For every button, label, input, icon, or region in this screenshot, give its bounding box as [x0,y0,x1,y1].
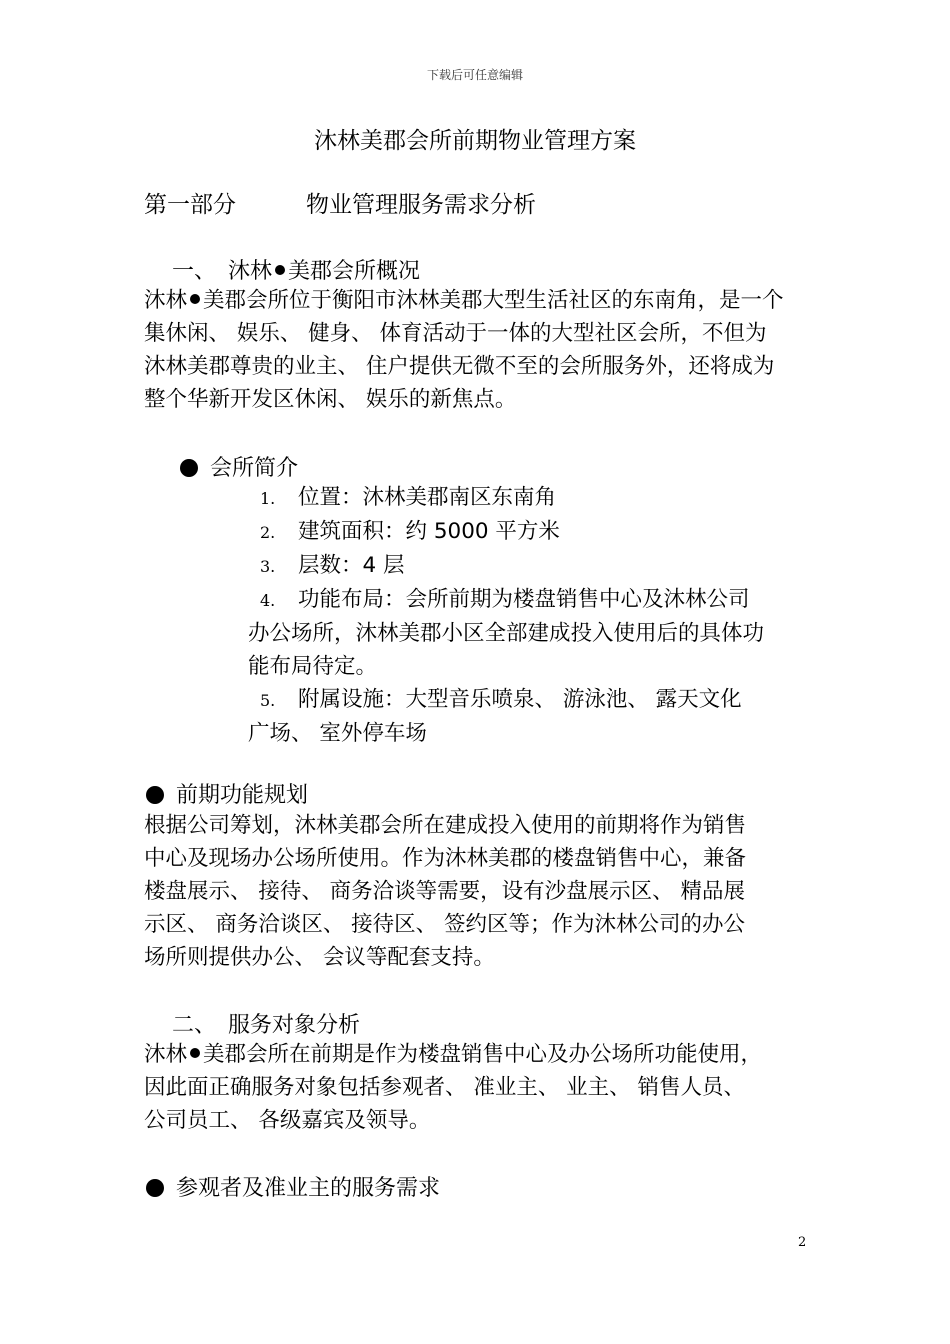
paragraph-line: 沐林 美郡会所位于衡阳市沐林美郡大型生活社区的东南角，是一个 [144,288,784,313]
paragraph-line: 沐林 美郡会所在前期是作为楼盘销售中心及办公场所功能使用， [144,1042,763,1067]
section1-title-a: 沐林 [228,259,273,284]
list-item-continuation: 广场、 室外停车场 [248,721,427,746]
section1-heading [172,254,420,285]
list-item-continuation: 办公场所，沐林美郡小区全部建成投入使用后的具体功 [248,621,765,646]
middle-dot-icon [190,294,200,304]
part-heading [144,186,536,219]
paragraph-line: 根据公司筹划，沐林美郡会所在建成投入使用的前期将作为销售 [144,813,747,838]
paragraph-line: 公司员工、 各级嘉宾及领导。 [144,1108,431,1133]
header-note: 下载后可任意编辑 [426,68,523,82]
planning-paragraph [144,809,746,974]
list-item: 3. 层数：4 层 [260,553,405,578]
section1-paragraph [144,284,784,416]
part-name: 物业管理服务需求分析 [306,192,536,218]
bullet-icon [180,459,198,477]
intro-title: 会所简介 [210,456,299,481]
section2-number: 二、 [172,1013,217,1038]
visitors-heading [146,1171,440,1202]
list-item: 4. 功能布局：会所前期为楼盘销售中心及沐林公司 [260,587,750,612]
list-item-continuation: 能布局待定。 [248,654,378,679]
section2-heading [172,1008,360,1039]
intro-list [248,481,764,750]
planning-title: 前期功能规划 [176,783,309,808]
paragraph-line: 楼盘展示、 接待、 商务洽谈等需要，设有沙盘展示区、 精品展 [144,879,746,904]
section1-number: 一、 [172,259,217,284]
section2-title: 服务对象分析 [228,1013,361,1038]
middle-dot-icon [190,1048,200,1058]
paragraph-line: 中心及现场办公场所使用。作为沐林美郡的楼盘销售中心，兼备 [144,846,747,871]
middle-dot-icon [275,265,285,275]
bullet-icon [146,1179,164,1197]
paragraph-line: 因此面正确服务对象包括参观者、 准业主、 业主、 销售人员、 [144,1075,746,1100]
document-title: 沐林美郡会所前期物业管理方案 [314,128,636,154]
paragraph-line: 集休闲、 娱乐、 健身、 体育活动于一体的大型社区会所，不但为 [144,321,767,346]
part-label: 第一部分 [144,192,236,218]
section1-title-b: 美郡会所概况 [288,259,421,284]
list-item: 5. 附属设施：大型音乐喷泉、 游泳池、 露天文化 [260,687,742,712]
paragraph-line: 示区、 商务洽谈区、 接待区、 签约区等；作为沐林公司的办公 [144,912,746,937]
paragraph-line: 沐林美郡尊贵的业主、 住户提供无微不至的会所服务外，还将成为 [144,354,775,379]
intro-heading [180,451,298,482]
planning-heading [146,778,308,809]
section2-paragraph [144,1038,762,1137]
list-item: 1. 位置：沐林美郡南区东南角 [260,485,557,510]
paragraph-line: 场所则提供办公、 会议等配套支持。 [144,945,495,970]
paragraph-line: 整个华新开发区休闲、 娱乐的新焦点。 [144,387,517,412]
visitors-title: 参观者及准业主的服务需求 [176,1176,441,1201]
bullet-icon [146,786,164,804]
page-number: 2 [798,1235,807,1250]
list-item: 2. 建筑面积：约 5000 平方米 [260,519,560,544]
